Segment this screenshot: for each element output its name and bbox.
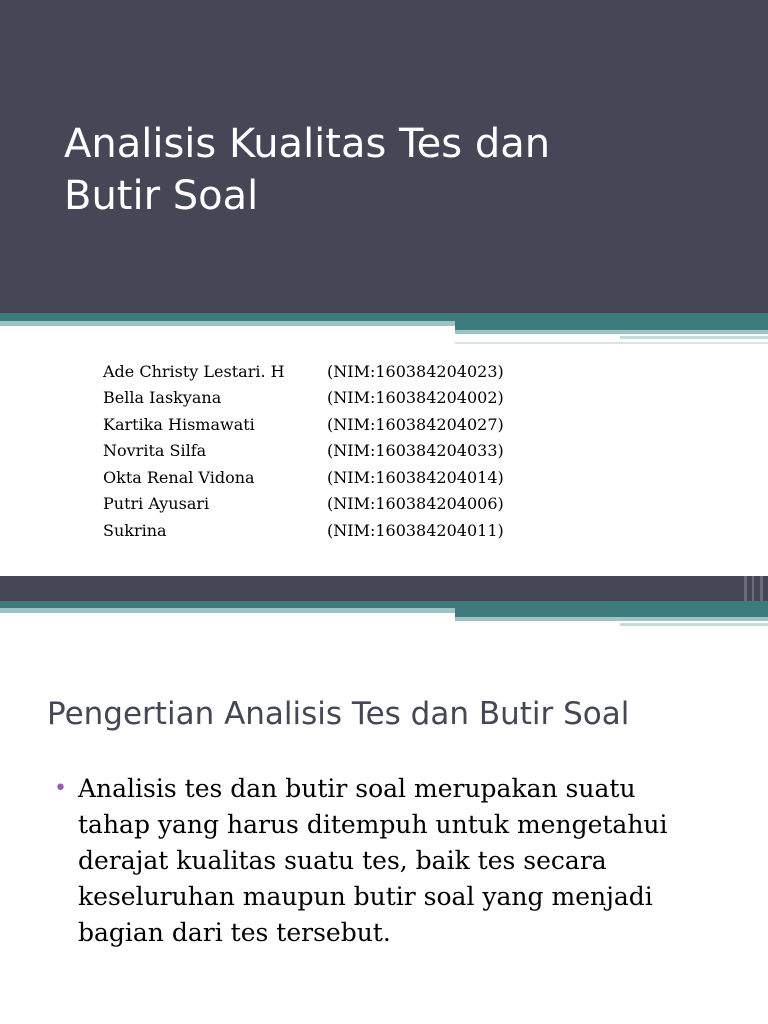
member-row [103,491,504,518]
member-name: Putri Ayusari [103,494,210,514]
decorative-band [455,330,768,334]
member-nim: (NIM:160384204011) [327,520,504,540]
section-title: Pengertian Analisis Tes dan Butir Soal [47,696,630,732]
member-row [103,517,504,544]
bullet-line: Analisis tes dan butir soal merupakan suatu [78,774,636,803]
member-nim: (NIM:160384204014) [327,467,504,487]
bullet-line: derajat kualitas suatu tes, baik tes secara [78,846,607,875]
decorative-stripe [744,576,747,601]
slide-title [64,118,704,222]
content-slide [0,576,768,1024]
decorative-band [455,617,768,621]
header-strip [0,576,768,601]
bullet-line: tahap yang harus ditempuh untuk mengetahui [78,810,668,839]
member-name: Ade Christy Lestari. H [103,361,285,381]
member-row [103,358,504,385]
member-nim: (NIM:160384204006) [327,494,504,514]
bullet-text [78,771,668,951]
member-name: Okta Renal Vidona [103,467,255,487]
decorative-band [455,608,768,617]
decorative-band [0,601,768,608]
slide-title-line: Analisis Kualitas Tes dan [64,121,551,167]
member-nim: (NIM:160384204002) [327,388,504,408]
decorative-stripe [760,576,763,601]
decorative-band [620,336,768,339]
member-name: Bella Iaskyana [103,388,222,408]
decorative-band [0,608,455,613]
decorative-band [620,623,768,626]
member-name: Novrita Silfa [103,441,207,461]
decorative-stripe [752,576,754,601]
member-nim: (NIM:160384204027) [327,414,504,434]
member-row [103,464,504,491]
member-nim: (NIM:160384204023) [327,361,504,381]
member-row [103,385,504,412]
bullet-line: keseluruhan maupun butir soal yang menjadi [78,882,653,911]
member-name: Sukrina [103,520,167,540]
member-name: Kartika Hismawati [103,414,255,434]
member-list [103,358,504,544]
slide-title-line: Butir Soal [64,173,259,219]
bullet-item [54,771,734,951]
decorative-band [0,313,768,321]
decorative-band [455,342,768,344]
decorative-band [455,321,768,330]
decorative-band [0,321,455,326]
member-row [103,438,504,465]
member-row [103,411,504,438]
member-nim: (NIM:160384204033) [327,441,504,461]
title-header-panel [0,0,768,313]
bullet-icon: • [54,776,67,801]
bullet-line: bagian dari tes tersebut. [78,918,391,947]
